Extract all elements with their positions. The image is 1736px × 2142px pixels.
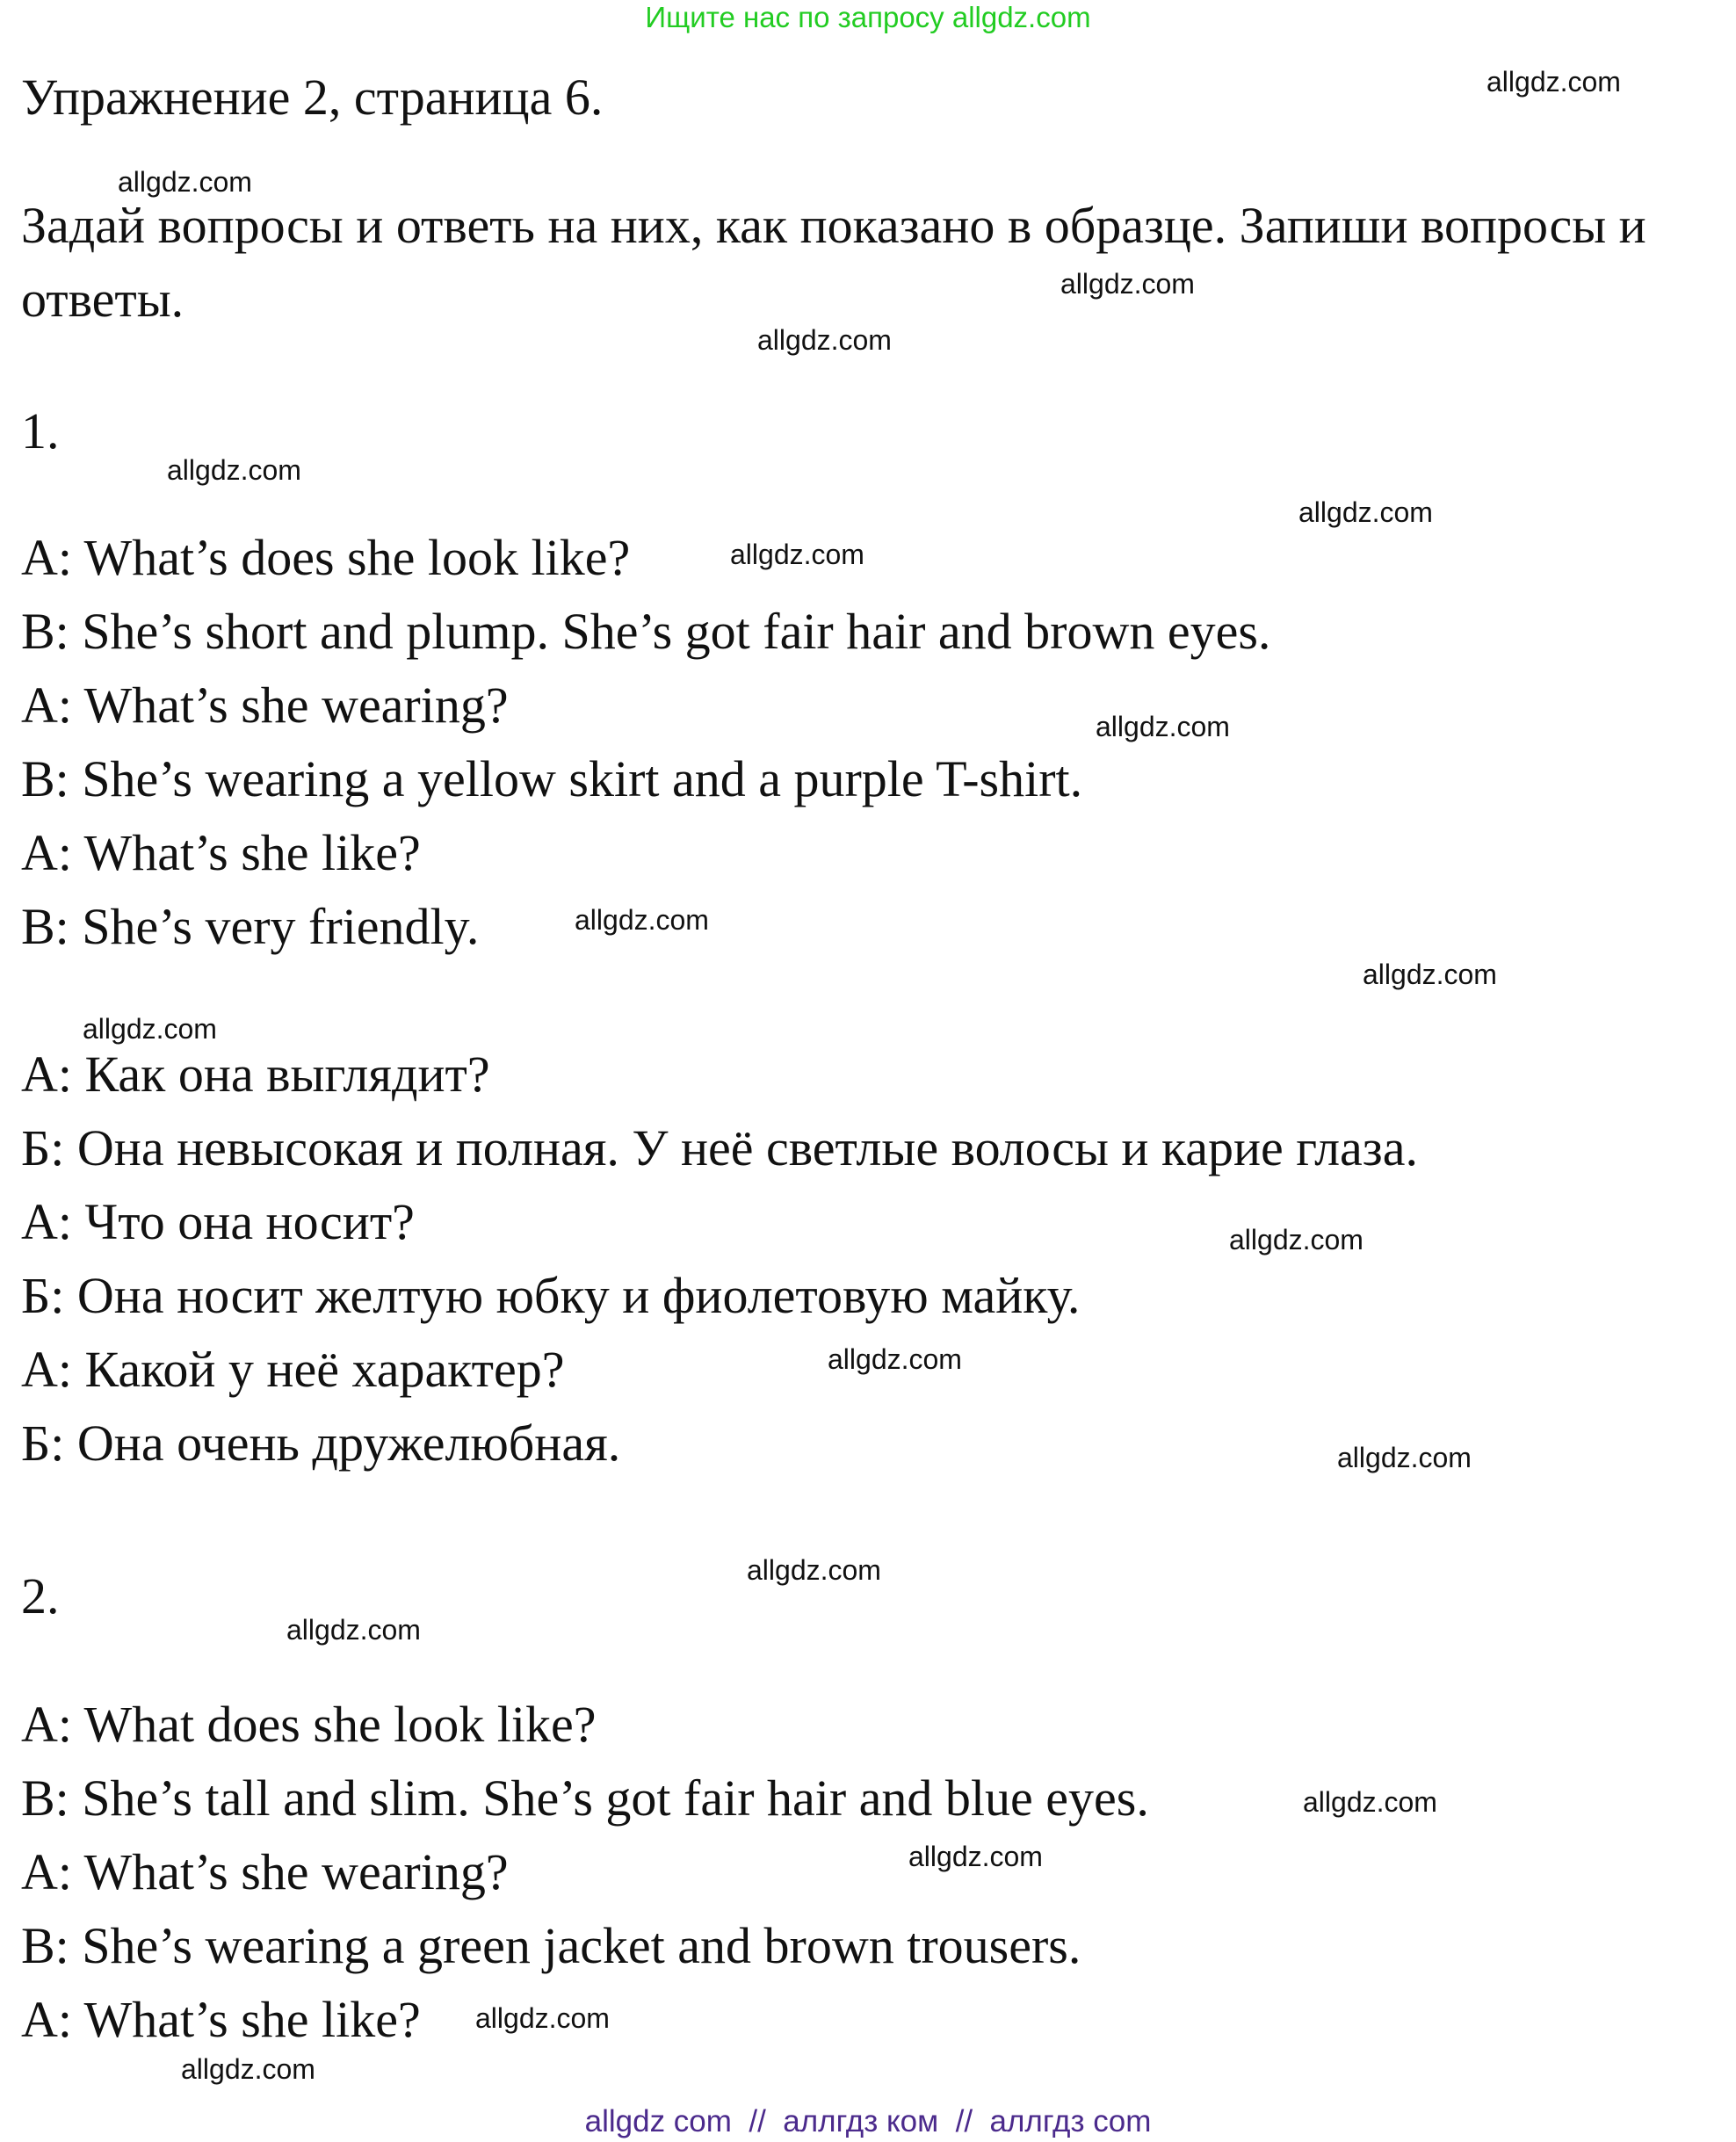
watermark: allgdz.com [1096, 711, 1230, 742]
watermark: allgdz.com [1298, 496, 1433, 528]
watermark: allgdz.com [181, 2053, 315, 2085]
dialogue-line: A: What’s does she look like? [21, 529, 631, 586]
footer-watermark: allgdz com // аллгдз ком // аллгдз com [584, 2104, 1152, 2138]
instruction-line-1: Задай вопросы и ответь на них, как показано в образце. Запиши вопросы и [21, 197, 1646, 254]
watermark: allgdz.com [575, 904, 709, 936]
translation-line: А: Что она носит? [21, 1193, 415, 1250]
dialogue-line: A: What’s she wearing? [21, 1843, 509, 1900]
watermark: allgdz.com [1303, 1786, 1437, 1818]
watermark: allgdz.com [83, 1013, 217, 1045]
dialogue-line: A: What does she look like? [21, 1696, 597, 1753]
watermark: allgdz.com [167, 454, 301, 486]
dialogue-line: A: What’s she like? [21, 824, 421, 881]
watermark: allgdz.com [475, 2002, 610, 2034]
section-2-number: 2. [21, 1567, 60, 1625]
watermark: allgdz.com [1060, 268, 1195, 300]
dialogue-line: A: What’s she wearing? [21, 677, 509, 734]
watermark: allgdz.com [908, 1841, 1043, 1872]
translation-line: Б: Она невысокая и полная. У неё светлые волосы и карие глаза. [21, 1119, 1418, 1176]
dialogue-line: B: She’s very friendly. [21, 898, 480, 955]
watermark: allgdz.com [1363, 959, 1497, 990]
watermark: allgdz.com [747, 1554, 881, 1586]
watermark: allgdz.com [828, 1343, 962, 1375]
instruction-line-2: ответы. [21, 271, 184, 328]
watermark: allgdz.com [286, 1614, 421, 1646]
watermark: allgdz.com [757, 324, 892, 356]
watermark: allgdz.com [1486, 66, 1621, 98]
dialogue-line: B: She’s short and plump. She’s got fair hair and brown eyes. [21, 603, 1271, 660]
watermark: allgdz.com [730, 539, 864, 570]
watermark: allgdz.com [1229, 1224, 1363, 1256]
translation-line: А: Как она выглядит? [21, 1046, 490, 1103]
section-1-number: 1. [21, 402, 60, 460]
watermark: allgdz.com [1337, 1442, 1472, 1473]
translation-line: Б: Она носит желтую юбку и фиолетовую майку. [21, 1267, 1081, 1324]
dialogue-line: B: She’s tall and slim. She’s got fair hair and blue eyes. [21, 1769, 1149, 1827]
dialogue-line: B: She’s wearing a green jacket and brown trousers. [21, 1917, 1081, 1974]
dialogue-line: B: She’s wearing a yellow skirt and a purple T-shirt. [21, 750, 1083, 807]
translation-line: А: Какой у неё характер? [21, 1341, 565, 1398]
translation-line: Б: Она очень дружелюбная. [21, 1415, 621, 1472]
top-banner: Ищите нас по запросу allgdz.com [645, 1, 1091, 33]
exercise-heading: Упражнение 2, страница 6. [21, 69, 604, 126]
dialogue-line: A: What’s she like? [21, 1991, 421, 2048]
watermark: allgdz.com [118, 166, 252, 198]
